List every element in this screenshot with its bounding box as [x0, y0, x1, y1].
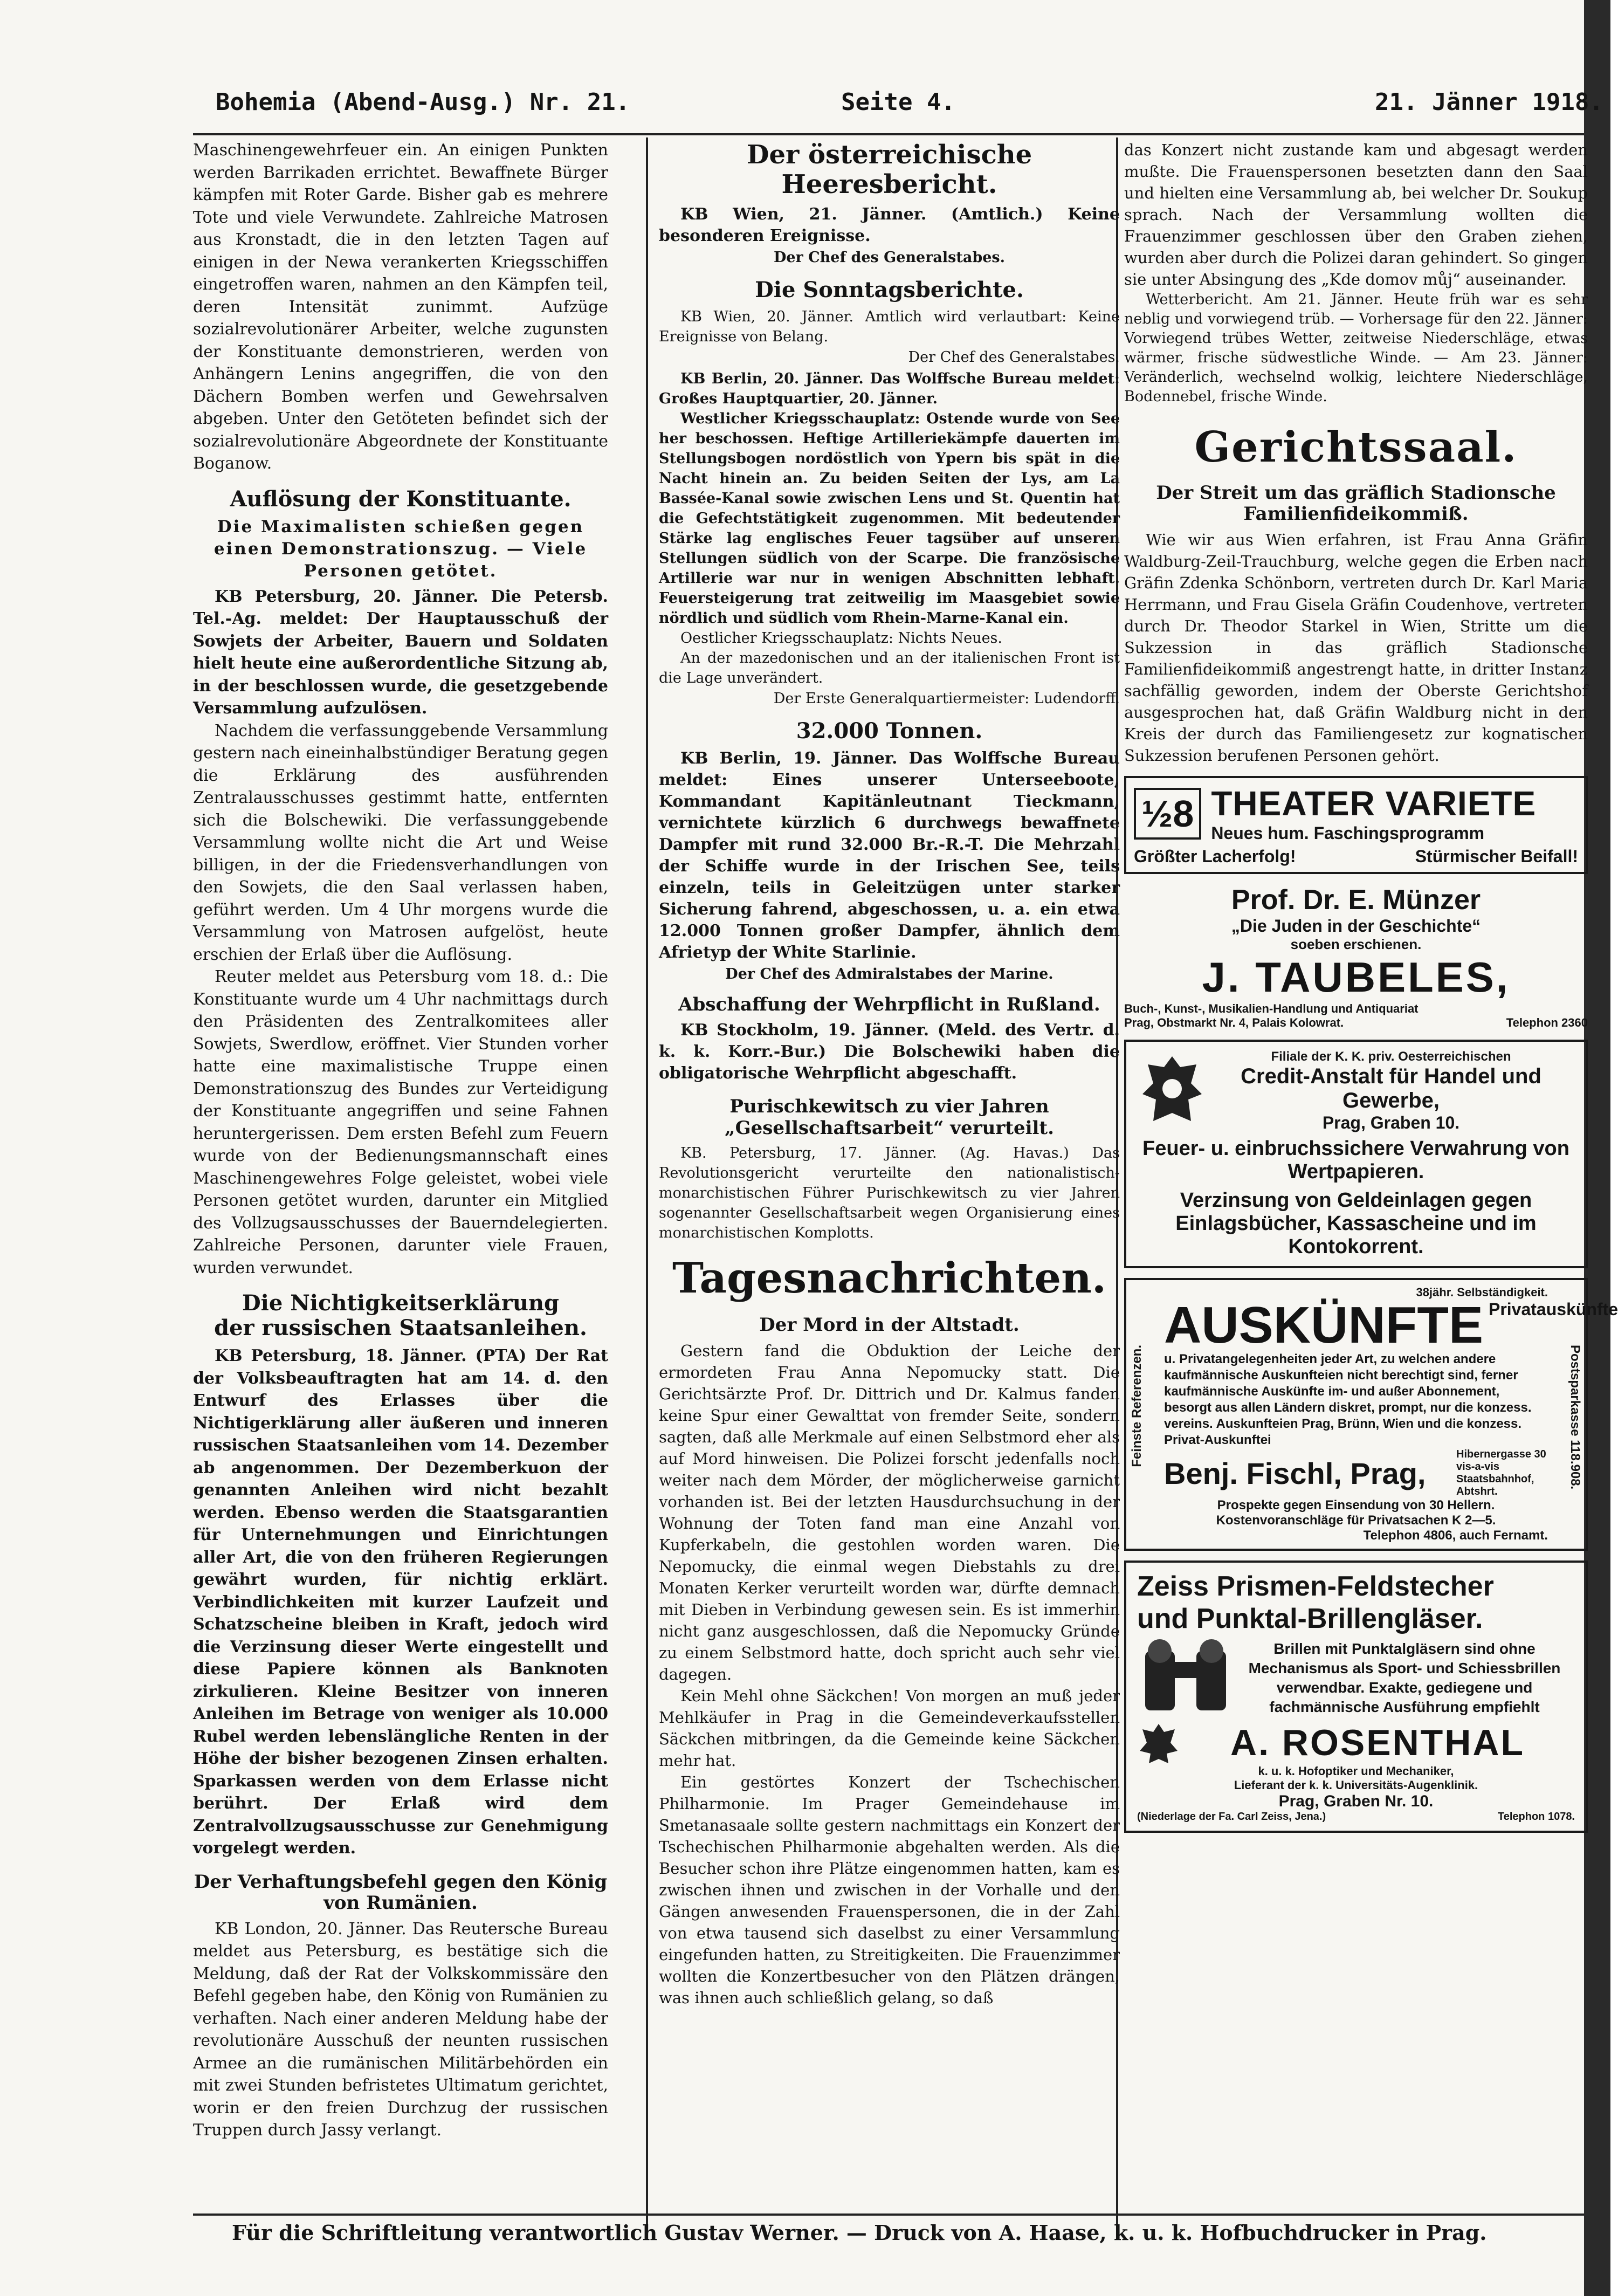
headline-purischkewitsch-2: „Gesellschaftsarbeit“ verurteilt.	[725, 1117, 1054, 1139]
ad-foot: (Niederlage der Fa. Carl Zeiss, Jena.)	[1137, 1811, 1326, 1823]
paragraph: Westlicher Kriegsschauplatz: Ostende wurde von See her beschossen. Heftige Artilleriekämpfe dauerten im Stellungsbogen nordöstlich von Ypern bis spät in die Nacht hinein an. Zu beiden Seiten der Lys, am La Bassée-Kanal sowie zwischen Lens und St. Quentin hat die Gefechtstätigkeit zugenommen. Mit bedeutender Stärke lag englisches Feuer tagsüber auf unseren Stellungen südlich von der Scarpe. Die französische Artillerie war nur in wenigen Abschnitten lebhaft. Feuersteigerung trat zeitweilig im Maasgebiet sowie nördlich und südlich vom Rhein-Marne-Kanal ein.	[659, 410, 1120, 627]
ad-rosenthal	[1124, 1561, 1588, 1833]
column-rule	[646, 138, 648, 2230]
ad-side: Privatauskünfte	[1488, 1300, 1618, 1319]
ad-time: ½8	[1134, 788, 1201, 840]
ad-tel: Telephon 1078.	[1497, 1811, 1575, 1823]
headline-heeresbericht: Der österreichische Heeresbericht.	[746, 140, 1032, 200]
ad-line: Lieferant der k. k. Universitäts-Augenklinik.	[1234, 1778, 1478, 1792]
imprint-footer: Für die Schriftleitung verantwortlich Gustav Werner. — Druck von A. Haase, k. u. k. Hofbuchdrucker in Prag.	[232, 2221, 1487, 2245]
paragraph: Oestlicher Kriegsschauplatz: Nichts Neues.	[680, 630, 1002, 647]
ad-addr: Hibernergasse 30 vis-a-vis Staatsbahnhof, Abtshrt.	[1456, 1448, 1546, 1498]
headline-tonnen: 32.000 Tonnen.	[796, 718, 983, 744]
ad-title: und Punktal-Brillengläser.	[1137, 1603, 1483, 1635]
ad-text: Brillen mit Punktalgläsern sind ohne Mechanismus als Sport- und Schiessbrillen verwendbar. Exakte, gediegene und fachmännische Ausführung empfiehlt	[1248, 1640, 1561, 1716]
header-date: 21. Jänner 1918.	[1375, 88, 1603, 116]
column-2	[659, 139, 1120, 2215]
ad-line: k. u. k. Hofoptiker und Mechaniker,	[1258, 1764, 1454, 1778]
paragraph: KB Petersburg, 18. Jänner. (PTA) Der Rat der Volksbeauftragten hat am 14. d. den Entwurf des Erlasses über die Nichtigerklärung aller äußeren und inneren russischen Staatsanleihen vom 14. Dezember ab angenommen. Der Dezemberkuon der genannten Anleihen wird nicht bezahlt werden. Ebenso werden die Staatsgarantien für Unternehmungen und Einrichtungen aller Art, die von den früheren Regierungen gewährt wurden, für nichtig erklärt. Verbindlichkeiten mit kurzer Laufzeit und Schatzscheine bleiben in Kraft, jedoch wird die Verzinsung dieser Werte eingestellt und diese Papiere können als Banknoten zirkulieren. Kleine Besitzer von inneren Anleihen im Betrage von weniger als 10.000 Rubel werden lebenslängliche Renten in der Höhe der bisher bezogenen Zinsen erhalten. Sparkassen werden von dem Erlasse nicht berührt. Der Erlaß wird dem Zentralvollzugsausschusse zur Genehmigung vorgelegt werden.	[193, 1346, 608, 1858]
ad-tel: Telephon 2360	[1506, 1016, 1588, 1030]
signature: Der Chef des Generalstabes.	[773, 249, 1006, 266]
paragraph: KB London, 20. Jänner. Das Reutersche Bureau meldet aus Petersburg, es bestätige sich die Meldung, daß der Rat der Volkskommissäre den Befehl gegeben habe, den König von Rumänien zu verhaften. Nach einer anderen Meldung habe der revolutionäre Ausschuß der neunten russischen Armee an die rumänischen Militärbehörden ein mit zwei Stunden befristetes Ultimatum gerichtet, worin er den freien Durchzug der russischen Truppen durch Jassy verlangt.	[193, 1919, 608, 2140]
ad-line: Filiale der K. K. priv. Oesterreichischen	[1271, 1049, 1511, 1064]
header-rule	[193, 133, 1584, 135]
section-title-gerichtssaal: Gerichtssaal.	[1194, 423, 1518, 472]
ad-big-title: AUSKÜNFTE	[1164, 1296, 1483, 1355]
ad-line: Neues hum. Faschingsprogramm	[1211, 823, 1485, 843]
ad-addr: Prag, Graben Nr. 10.	[1278, 1792, 1434, 1811]
page-number: Seite 4.	[841, 88, 955, 116]
eagle-emblem-icon	[1137, 1721, 1180, 1764]
paragraph: Nachdem die verfassunggebende Versammlung gestern nach eineinhalbstündiger Beratung gegen die Erklärung des ausführenden Zentralausschusses gestimmt hatte, entfernten sich die Bolschewiki. Die verfassunggebende Versammlung wollte nicht die Art und Weise billigen, in der die Friedensverhandlungen von den Sowjets, die den Saal verlassen haben, geführt werden. Um 4 Uhr morgens wurde die Versammlung von Matrosen aufgelöst, heute erschien der Erlaß über die Auflösung.	[193, 721, 608, 964]
ad-addr: Prag, Obstmarkt Nr. 4, Palais Kolowrat.	[1124, 1016, 1344, 1030]
headline-wehrpflicht: Abschaffung der Wehrpflicht in Rußland.	[678, 994, 1100, 1016]
headline-sonntagsberichte: Die Sonntagsberichte.	[755, 277, 1024, 303]
paragraph: KB Wien, 21. Jänner. (Amtlich.) Keine besonderen Ereignisse.	[659, 205, 1120, 246]
column-1	[193, 139, 608, 2215]
ad-credit-anstalt	[1124, 1040, 1588, 1268]
headline-staatsanleihen: Die Nichtigkeitserklärung	[242, 1290, 559, 1316]
scan-edge	[1584, 0, 1610, 2296]
paragraph: KB. Petersburg, 17. Jänner. (Ag. Havas.) Das Revolutionsgericht verurteilte den nationalistisch-monarchistischen Führer Purischkewitsch zu vier Jahren sogenannter Gesellschaftsarbeit wegen Organisierung eines monarchistischen Komplotts.	[659, 1144, 1120, 1241]
ad-desc: Buch-, Kunst-, Musikalien-Handlung und Antiquariat	[1124, 1002, 1419, 1016]
weather-report: Wetterbericht. Am 21. Jänner. Heute früh war es sehr neblig und vorwiegend trüb. — Vorhersage für den 22. Jänner: Vorwiegend trübes Wetter, zeitweise Niederschläge, etwas wärmer, frische südwestliche Winde. — Am 23. Jänner: Veränderlich, wechselnd wolkig, leichtere Niederschläge, Bodennebel, frische Winde.	[1124, 291, 1588, 405]
paragraph: Reuter meldet aus Petersburg vom 18. d.: Die Konstituante wurde um 4 Uhr nachmittags durch den Präsidenten des Zentralkomitees aller Sowjets, Swerdlow, eröffnet. Vier Stunden vorher hatte eine maximalistische Truppe einen Demonstrationszug des Bundes zur Verteidigung der Konstituante angegriffen und seine Fahnen heruntergerissen. Dem ersten Befehl zum Feuern wurde von der Bedienungsmannschaft eines Maschinengewehres Folge geleistet, wobei viele Personen getötet wurden, darunter ein Mitglied des Vollzugsausschusses der Bauerndelegierten. Zahlreiche Personen, darunter viele Frauen, wurden verwundet.	[193, 967, 608, 1277]
binoculars-icon	[1137, 1635, 1234, 1721]
ad-title: Zeiss Prismen-Feldstecher	[1137, 1571, 1494, 1603]
ad-book-title: „Die Juden in der Geschichte“	[1231, 916, 1481, 936]
paragraph: KB Berlin, 19. Jänner. Das Wolffsche Bureau meldet: Eines unserer Unterseeboote, Kommandant Kapitänleutnant Tieckmann, vernichtete kürzlich 6 durchwegs bewaffnete Dampfer mit rund 32.000 Br.-R.-T. Die Mehrzahl der Schiffe wurde in der Irischen See, teils einzeln, teils in Geleitzügen unter starker Sicherung fahrend, abgeschossen, u. a. ein etwa 12.000 Tonnen großer Dampfer, ähnlich dem Afrietyp der White Starlinie.	[659, 749, 1120, 963]
ad-side-text: Feinste Referenzen.	[1130, 1345, 1144, 1467]
paragraph: Gestern fand die Obduktion der Leiche der ermordeten Frau Anna Nepomucky statt. Die Gerichtsärzte Prof. Dr. Dittrich und Dr. Kalmus fanden keine Spur einer Gewalttat von fremder Seite, sondern sagten, daß alle Merkmale auf einen Selbstmord eher als auf Mord hinweisen. Die Polizei forscht jedenfalls noch weiter nach dem Mörder, der möglicherweise garnicht vorhanden ist. Bei der letzten Hausdurchsuchung in der Wohnung der Toten fand man eine Anzahl von Kupferkabeln, die gestohlen worden waren. Die Nepomucky, die einmal wegen Diebstahls zu drei Monaten Kerker verurteilt worden war, dürfte demnach mit Dieben in Verbindung gewesen sein. Es ist immerhin nicht ganz ausgeschlossen, daß die Nepomucky Gründe zu einem Selbstmord hatte, doch spricht auch sehr viel dagegen.	[659, 1341, 1120, 1683]
ad-tel: Telephon 4806, auch Fernamt.	[1363, 1528, 1548, 1543]
paragraph: Wie wir aus Wien erfahren, ist Frau Anna Gräfin Waldburg-Zeil-Trauchburg, welche gegen die Erben nach Gräfin Zdenka Schönborn, vertreten durch Dr. Karl Maria Herrmann, und Frau Gisela Gräfin Coudenhove, vertreten durch Dr. Theodor Starkel in Wien, Stritte um die Sukzession in das gräflich Stadionsche Familienfideikommiß angestrengt hatte, in dritter Instanz sachfällig geworden, indem der Oberste Gerichtshof ausgesprochen hat, daß Gräfin Waldburg nicht in den Kreis der durch das Familiengesetz zur kognatischen Sukzession berufenen Personen gehört.	[1124, 531, 1588, 765]
ad-text: u. Privatangelegenheiten jeder Art, zu welchen andere kaufmännische Auskunfteien nicht berechtigt sind, ferner kaufmännische Auskünfte im- und außer Abonnement, besorgt aus allen Ländern diskret, prompt, nur die konzess. vereins. Auskunfteien Prag, Brünn, Wien und die konzess. Privat-Auskunftei	[1164, 1352, 1532, 1448]
ad-line: Verzinsung von Geldeinlagen gegen Einlagsbücher, Kassascheine und im Kontokorrent.	[1175, 1189, 1537, 1259]
page-header	[216, 81, 1603, 129]
ad-firm: A. ROSENTHAL	[1230, 1722, 1525, 1764]
ad-auskuenfte	[1124, 1278, 1618, 1551]
paragraph: An der mazedonischen und an der italienischen Front ist die Lage unverändert.	[659, 650, 1120, 687]
headline-stadion: Der Streit um das gräflich Stadionsche	[1156, 482, 1556, 504]
ad-line: Feuer- u. einbruchssichere Verwahrung von Wertpapieren.	[1142, 1137, 1569, 1184]
ad-firm: J. TAUBELES,	[1202, 953, 1510, 1001]
signature: Der Chef des Generalstabes.	[908, 349, 1120, 366]
ad-side-text: Postsparkasse 118.908.	[1568, 1345, 1582, 1490]
ad-top: 38jähr. Selbständigkeit.	[1416, 1286, 1548, 1300]
ad-line: Prospekte gegen Einsendung von 30 Hellern.	[1217, 1498, 1495, 1513]
subheadline: Die Maximalisten schießen gegen einen Demonstrationszug. — Viele Personen getötet.	[214, 517, 588, 581]
ad-line: soeben erschienen.	[1290, 936, 1422, 953]
ad-author: Prof. Dr. E. Münzer	[1231, 884, 1481, 916]
ad-right: Stürmischer Beifall!	[1415, 847, 1578, 867]
ad-title: Credit-Anstalt für Handel und Gewerbe,	[1241, 1064, 1541, 1113]
headline-rumaenien-2: von Rumänien.	[323, 1892, 478, 1914]
headline-stadion-2: Familienfideikommiß.	[1243, 503, 1469, 525]
ad-taubeles	[1124, 884, 1588, 1030]
signature: Der Chef des Admiralstabes der Marine.	[725, 966, 1054, 983]
headline-purischkewitsch: Purischkewitsch zu vier Jahren	[729, 1096, 1049, 1118]
ad-line: Kostenvoranschläge für Privatsachen K 2—5.	[1216, 1513, 1496, 1528]
ad-title: THEATER VARIETE	[1211, 784, 1537, 823]
paragraph: KB Wien, 20. Jänner. Amtlich wird verlautbart: Keine Ereignisse von Belang.	[659, 308, 1120, 346]
ad-left: Größter Lacherfolg!	[1134, 847, 1296, 867]
signature: Der Erste Generalquartiermeister: Ludendorff.	[773, 690, 1120, 707]
paragraph: KB Petersburg, 20. Jänner. Die Petersb. Tel.-Ag. meldet: Der Hauptausschuß der Sowjets der Arbeiter, Bauern und Soldaten hielt heute eine außerordentliche Sitzung ab, in der beschlossen wurde, die gesetzgebende Versammlung aufzulösen.	[193, 587, 608, 718]
ad-theater-variete	[1124, 776, 1588, 874]
ad-addr: Prag, Graben 10.	[1322, 1113, 1460, 1133]
headline-mord: Der Mord in der Altstadt.	[759, 1314, 1020, 1336]
header-left: Bohemia (Abend-Ausg.) Nr. 21.	[216, 88, 630, 116]
article-continuation: Maschinengewehrfeuer ein. An einigen Punkten werden Barrikaden errichtet. Bewaffnete Bürger kämpfen mit Roter Garde. Bisher gab es mehrere Tote und viele Verwundete. Zahlreiche Matrosen aus Kronstadt, die in den letzten Tagen auf einigen in der Newa verankerten Kriegsschiffen eingetroffen waren, nahmen an den Kämpfen teil, deren Intensität zunimmt. Aufzüge sozialrevolutionärer Arbeiter, welche zugunsten der Konstituante demonstrieren, werden von Anhängern Lenins angegriffen, die von den Dächern Bomben werfen und Gewehrsalven abgeben. Unter den Getöteten befindet sich der sozialrevolutionäre Abgeordnete der Konstituante Boganow.	[193, 141, 608, 473]
section-title-tagesnachrichten: Tagesnachrichten.	[672, 1253, 1107, 1303]
headline-rumaenien: Der Verhaftungsbefehl gegen den König	[194, 1871, 608, 1893]
eagle-emblem-icon	[1137, 1051, 1207, 1132]
column-3	[1124, 139, 1618, 2215]
paragraph: Ein gestörtes Konzert der Tschechischen Philharmonie. Im Prager Gemeindehause im Smetanasaale sollte gestern nachmittags ein Konzert der Tschechischen Philharmonie abgehalten werden. Als die Besucher schon ihre Plätze eingenommen hatten, kam es zwischen ihnen und zwischen in der Vorhalle und den Gängen anwesenden Frauenspersonen, die in der Zahl von etwa tausend sich daselbst zu einer Versammlung eingefunden hatten, zu Streitigkeiten. Die Frauenzimmer wollten die Konzertbesucher von den Plätzen drängen, was ihnen auch schließlich gelang, so daß	[659, 1772, 1120, 2007]
footer-rule	[193, 2213, 1584, 2216]
paragraph: das Konzert nicht zustande kam und abgesagt werden mußte. Die Frauenspersonen besetzten dann den Saal und hielten eine Versammlung ab, bei welcher Dr. Soukup sprach. Nach der Versammlung wollten die Frauenzimmer geschlossen über den Graben ziehen, wurden aber durch die Polizei daran gehindert. So gingen sie unter Absingung des „Kde domov můj“ auseinander.	[1124, 141, 1588, 288]
headline-staatsanleihen-2: der russischen Staatsanleihen.	[214, 1315, 587, 1341]
ad-firm: Benj. Fischl, Prag,	[1164, 1456, 1426, 1490]
paragraph: KB Berlin, 20. Jänner. Das Wolffsche Bureau meldet: Großes Hauptquartier, 20. Jänner.	[659, 370, 1120, 408]
headline-konstituante: Auflösung der Konstituante.	[230, 486, 572, 512]
paragraph: Kein Mehl ohne Säckchen! Von morgen an muß jeder Mehlkäufer in Prag in die Gemeindeverkaufsstellen Säckchen mitbringen, da die Gemeinde keine Säckchen mehr hat.	[659, 1686, 1120, 1770]
paragraph: KB Stockholm, 19. Jänner. (Meld. des Vertr. d. k. k. Korr.-Bur.) Die Bolschewiki haben die obligatorische Wehrpflicht abgeschafft.	[659, 1021, 1120, 1083]
